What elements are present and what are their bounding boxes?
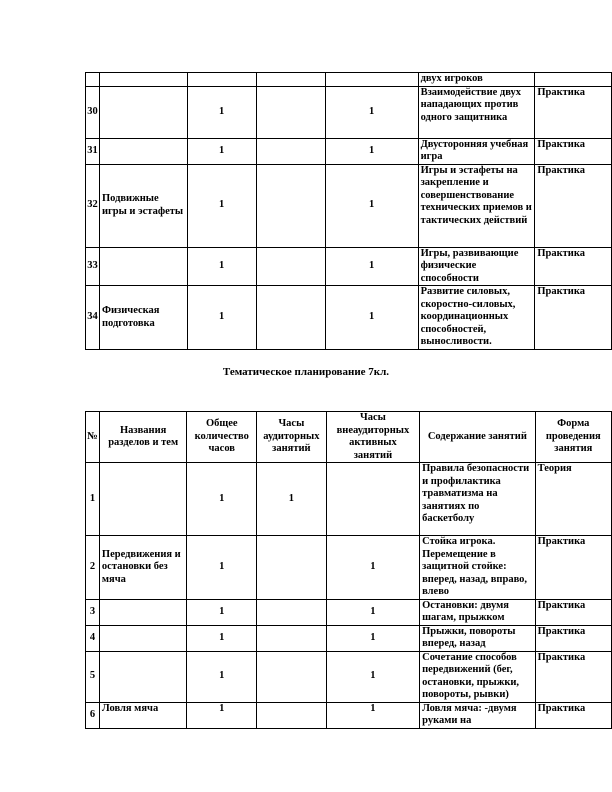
thematic-planning-table <box>85 411 612 729</box>
extracurricular-hours-cell <box>326 463 419 536</box>
row-number: 6 <box>86 702 100 728</box>
header-extracurricular-hours: Часы внеаудиторных активных занятий <box>326 412 419 463</box>
row-number: 33 <box>86 247 100 286</box>
section-title: Тематическое планирование 7кл. <box>222 366 390 378</box>
extracurricular-hours-cell: 1 <box>325 164 418 247</box>
classroom-hours-cell <box>257 599 327 625</box>
total-hours-cell: 1 <box>187 138 256 164</box>
total-hours-cell: 1 <box>187 247 256 286</box>
row-number: 31 <box>86 138 100 164</box>
row-number: 30 <box>86 86 100 138</box>
section-cell: Подвижные игры и эстафеты <box>99 164 187 247</box>
section-cell <box>99 86 187 138</box>
section-cell <box>99 247 187 286</box>
form-cell: Практика <box>535 651 611 702</box>
table-row <box>86 651 612 702</box>
row-number: 2 <box>86 536 100 600</box>
form-cell: Практика <box>535 286 612 350</box>
classroom-hours-cell <box>256 138 325 164</box>
classroom-hours-cell <box>256 164 325 247</box>
row-number: 34 <box>86 286 100 350</box>
content-cell: Правила безопасности и профилактика травматизма на занятиях по баскетболу <box>420 463 535 536</box>
extracurricular-hours-cell: 1 <box>326 625 419 651</box>
total-hours-cell: 1 <box>187 625 257 651</box>
table-row <box>86 463 612 536</box>
table-header-row <box>86 412 612 463</box>
total-hours-cell: 1 <box>187 286 256 350</box>
row-number: 5 <box>86 651 100 702</box>
classroom-hours-cell <box>256 286 325 350</box>
classroom-hours-cell: 1 <box>257 463 327 536</box>
extracurricular-hours-cell: 1 <box>325 138 418 164</box>
classroom-hours-cell <box>257 702 327 728</box>
table-row <box>86 625 612 651</box>
section-cell <box>99 651 187 702</box>
extracurricular-hours-cell: 1 <box>326 702 419 728</box>
total-hours-cell: 1 <box>187 164 256 247</box>
table-row <box>86 286 612 350</box>
header-total-hours: Общее количество часов <box>187 412 257 463</box>
content-cell: Ловля мяча: -двумя руками на <box>420 702 535 728</box>
form-cell: Практика <box>535 536 611 600</box>
content-cell: Взаимодействие двух нападающих против одного защитника <box>418 86 535 138</box>
total-hours-cell: 1 <box>187 599 257 625</box>
section-cell <box>99 625 187 651</box>
classroom-hours-cell <box>256 247 325 286</box>
form-cell: Практика <box>535 164 612 247</box>
extracurricular-hours-cell: 1 <box>325 86 418 138</box>
section-cell: Ловля мяча <box>99 702 187 728</box>
form-cell: Практика <box>535 599 611 625</box>
classroom-hours-cell <box>256 73 325 87</box>
form-cell: Теория <box>535 463 611 536</box>
row-number: 3 <box>86 599 100 625</box>
total-hours-cell: 1 <box>187 86 256 138</box>
content-cell: Двусторонняя учебная игра <box>418 138 535 164</box>
total-hours-cell: 1 <box>187 463 257 536</box>
table-row <box>86 164 612 247</box>
table-row <box>86 247 612 286</box>
content-cell: Остановки: двумя шагам, прыжком <box>420 599 535 625</box>
lesson-table-continued <box>85 72 612 350</box>
content-cell: двух игроков <box>418 73 535 87</box>
form-cell: Практика <box>535 138 612 164</box>
classroom-hours-cell <box>257 651 327 702</box>
form-cell: Практика <box>535 625 611 651</box>
section-cell: Физическая подготовка <box>99 286 187 350</box>
table-row <box>86 599 612 625</box>
extracurricular-hours-cell: 1 <box>325 247 418 286</box>
row-number: 4 <box>86 625 100 651</box>
content-cell: Развитие силовых, скоростно-силовых, координационных способностей, выносливости. <box>418 286 535 350</box>
form-cell: Практика <box>535 247 612 286</box>
table-row <box>86 73 612 87</box>
header-number: № <box>86 412 100 463</box>
header-form: Форма проведения занятия <box>535 412 611 463</box>
content-cell: Стойка игрока. Перемещение в защитной стойке: вперед, назад, вправо, влево <box>420 536 535 600</box>
total-hours-cell: 1 <box>187 536 257 600</box>
extracurricular-hours-cell: 1 <box>325 286 418 350</box>
classroom-hours-cell <box>257 536 327 600</box>
section-cell <box>99 138 187 164</box>
content-cell: Прыжки, повороты вперед, назад <box>420 625 535 651</box>
content-cell: Игры и эстафеты на закрепление и совершенствование технических приемов и тактических действий <box>418 164 535 247</box>
content-cell: Сочетание способов передвижений (бег, остановки, прыжки, повороты, рывки) <box>420 651 535 702</box>
extracurricular-hours-cell <box>325 73 418 87</box>
form-cell <box>535 73 612 87</box>
classroom-hours-cell <box>256 86 325 138</box>
header-content: Содержание занятий <box>420 412 535 463</box>
content-cell: Игры, развивающие физические способности <box>418 247 535 286</box>
extracurricular-hours-cell: 1 <box>326 651 419 702</box>
extracurricular-hours-cell: 1 <box>326 599 419 625</box>
row-number <box>86 73 100 87</box>
classroom-hours-cell <box>257 625 327 651</box>
section-cell <box>99 599 187 625</box>
row-number: 1 <box>86 463 100 536</box>
section-cell <box>99 73 187 87</box>
header-classroom-hours: Часы аудиторных занятий <box>257 412 327 463</box>
table-row <box>86 86 612 138</box>
table-row <box>86 536 612 600</box>
total-hours-cell <box>187 73 256 87</box>
section-cell <box>99 463 187 536</box>
form-cell: Практика <box>535 702 611 728</box>
extracurricular-hours-cell: 1 <box>326 536 419 600</box>
section-cell: Передвижения и остановки без мяча <box>99 536 187 600</box>
row-number: 32 <box>86 164 100 247</box>
header-section: Названия разделов и тем <box>99 412 187 463</box>
form-cell: Практика <box>535 86 612 138</box>
table-row <box>86 138 612 164</box>
total-hours-cell: 1 <box>187 702 257 728</box>
table-row <box>86 702 612 728</box>
total-hours-cell: 1 <box>187 651 257 702</box>
